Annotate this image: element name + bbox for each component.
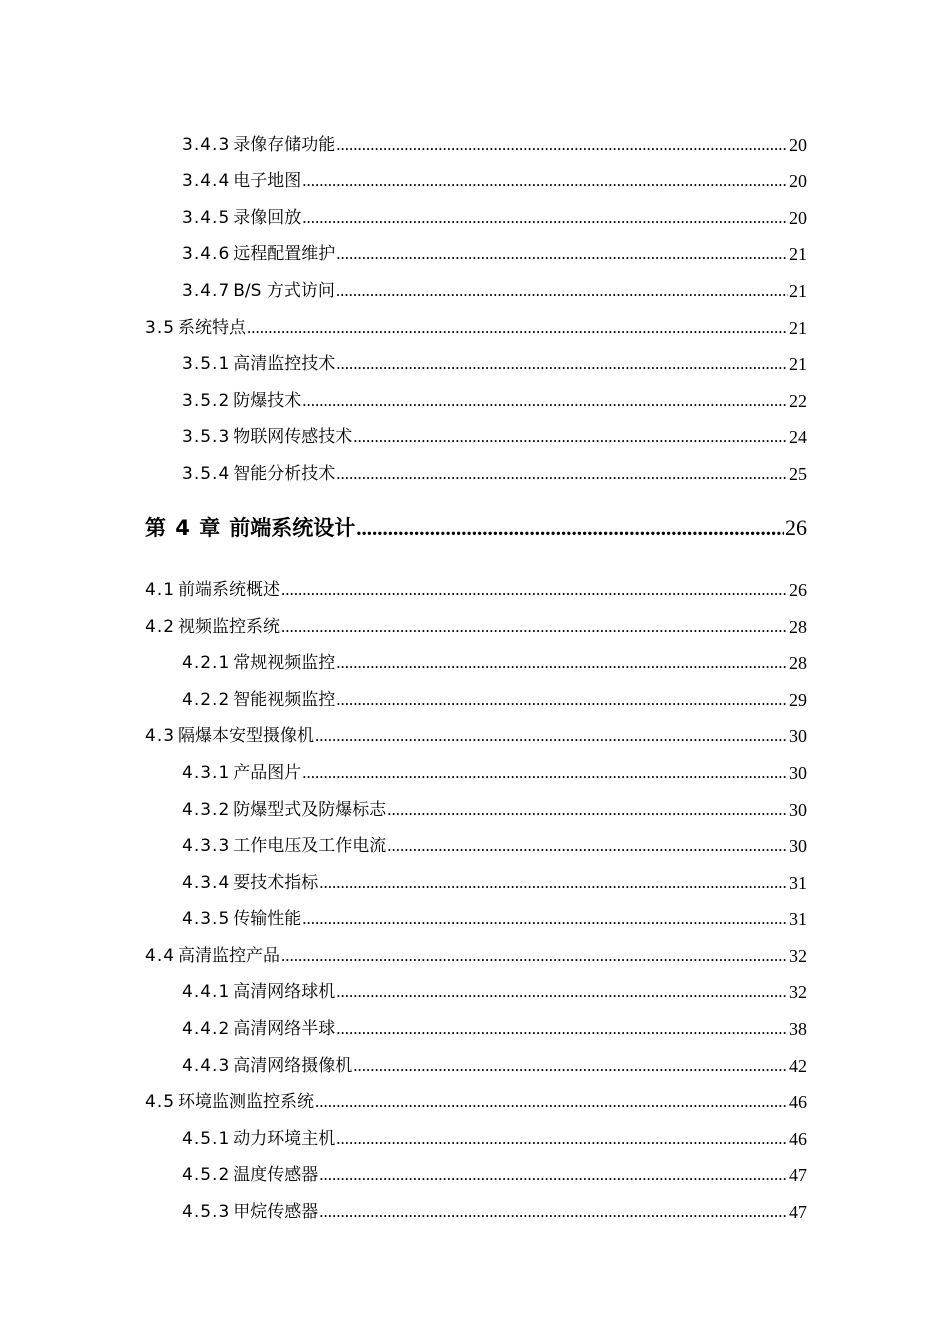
toc-entry-number: 4.2.1 [182,653,231,674]
toc-entry-number: 3.4.3 [182,134,231,155]
toc-entry-page-number: 30 [789,762,807,783]
toc-entry-title: B/S 方式访问 [233,280,335,301]
toc-entry-number: 3.4.7 [182,280,231,301]
dot-leader [356,518,784,538]
toc-entry-number: 4.3.1 [182,762,231,783]
toc-entry[interactable] [145,746,807,783]
toc-entry[interactable] [145,1076,807,1113]
dot-leader [281,617,788,637]
toc-entry-title: 物联网传感技术 [233,427,353,448]
toc-entry-page-number: 22 [789,390,807,411]
dot-leader [319,1165,788,1185]
toc-entry-title: 高清监控产品 [178,945,281,966]
toc-entry-number: 4.3.5 [182,909,231,930]
toc-entry-page-number: 26 [789,579,807,600]
toc-entry-page-number: 30 [789,726,807,747]
toc-entry-title: 智能视频监控 [233,689,336,710]
toc-entry-number: 4.3.4 [182,872,231,893]
dot-leader [302,909,788,929]
toc-entry-page-number: 30 [789,799,807,820]
dot-leader [336,281,788,301]
toc-entry-number: 3.5.4 [182,463,231,484]
toc-entry[interactable] [145,1002,807,1039]
dot-leader [336,653,788,673]
dot-leader [336,464,788,484]
toc-entry-page-number: 28 [789,653,807,674]
toc-entry-number: 第 4 章 [145,515,222,540]
toc-entry-title: 工作电压及工作电流 [233,836,387,857]
toc-entry-title: 高清监控技术 [233,354,336,375]
toc-entry-page-number: 47 [789,1165,807,1186]
dot-leader [281,580,788,600]
toc-entry-title: 高清网络球机 [233,982,336,1003]
toc-entry-page-number: 21 [789,317,807,338]
toc-entry-page-number: 24 [789,427,807,448]
dot-leader [353,1056,788,1076]
dot-leader [302,208,788,228]
dot-leader [336,982,788,1002]
dot-leader [302,171,788,191]
toc-entry-title: 视频监控系统 [178,616,281,637]
toc-entry-page-number: 20 [789,171,807,192]
toc-entry-title: 录像存储功能 [233,134,336,155]
toc-entry-title: 要技术指标 [233,872,319,893]
toc-entry[interactable] [145,820,807,857]
dot-leader [281,946,788,966]
dot-leader [319,1202,788,1222]
dot-leader [336,1129,788,1149]
dot-leader [336,690,788,710]
toc-entry-number: 3.5.2 [182,390,231,411]
toc-entry[interactable] [145,155,807,192]
toc-entry-title: 前端系统概述 [178,579,281,600]
toc-entry-title: 产品图片 [233,762,302,783]
toc-entry[interactable] [145,118,807,155]
toc-entry[interactable] [145,856,807,893]
toc-entry-number: 3.5.1 [182,354,231,375]
toc-entry-title: 高清网络半球 [233,1019,336,1040]
dot-leader [302,763,788,783]
toc-entry-number: 4.5.1 [182,1128,231,1149]
toc-entry-number: 3.5.3 [182,427,231,448]
toc-entry-title: 传输性能 [233,909,302,930]
toc-entry[interactable] [145,966,807,1003]
dot-leader [319,873,788,893]
toc-entry-number: 4.5 [145,1092,176,1113]
toc-entry[interactable] [145,600,807,637]
toc-entry[interactable] [145,552,807,600]
toc-entry-page-number: 46 [789,1128,807,1149]
toc-entry[interactable] [145,929,807,966]
toc-entry-page-number: 28 [789,616,807,637]
toc-entry-title: 环境监测监控系统 [178,1092,315,1113]
toc-entry-number: 4.2.2 [182,689,231,710]
toc-entry-title: 防爆型式及防爆标志 [233,799,387,820]
toc-entry[interactable] [145,301,807,338]
toc-entry[interactable] [145,637,807,674]
toc-entry-number: 4.4.3 [182,1055,231,1076]
toc-entry-page-number: 20 [789,207,807,228]
dot-leader [315,1092,788,1112]
dot-leader [353,427,788,447]
toc-entry-page-number: 29 [789,689,807,710]
toc-entry[interactable] [145,1149,807,1186]
toc-entry[interactable] [145,191,807,228]
toc-entry-number: 3.4.5 [182,207,231,228]
toc-entry[interactable] [145,411,807,448]
toc-entry-number: 4.3.2 [182,799,231,820]
toc-entry-title: 防爆技术 [233,390,302,411]
toc-entry-title: 动力环境主机 [233,1128,336,1149]
toc-entry-title: 电子地图 [233,171,302,192]
toc-entry-page-number: 32 [789,982,807,1003]
toc-entry[interactable] [145,447,807,484]
dot-leader [336,1019,788,1039]
toc-entry-page-number: 26 [785,514,807,540]
dot-leader [336,244,788,264]
toc-entry[interactable] [145,1039,807,1076]
toc-entry-page-number: 42 [789,1055,807,1076]
toc-entry-number: 4.3 [145,726,176,747]
toc-entry-title: 隔爆本安型摄像机 [178,726,315,747]
toc-chapter-entry[interactable] [145,484,807,552]
toc-entry[interactable] [145,893,807,930]
toc-entry-page-number: 31 [789,872,807,893]
toc-entry-title: 高清网络摄像机 [233,1055,353,1076]
toc-entry[interactable] [145,673,807,710]
toc-entry[interactable] [145,710,807,747]
toc-entry-number: 4.5.2 [182,1165,231,1186]
toc-entry[interactable] [145,783,807,820]
toc-entry-page-number: 46 [789,1092,807,1113]
toc-entry-number: 3.5 [145,317,176,338]
dot-leader [315,726,788,746]
toc-entry-title: 系统特点 [178,317,247,338]
toc-entry-number: 4.5.3 [182,1202,231,1223]
toc-entry-page-number: 25 [789,463,807,484]
toc-entry-title: 远程配置维护 [233,244,336,265]
toc-entry-title: 甲烷传感器 [233,1202,319,1223]
dot-leader [387,800,788,820]
toc-entry-title: 录像回放 [233,207,302,228]
dot-leader [336,354,788,374]
toc-entry-page-number: 20 [789,134,807,155]
toc-entry-page-number: 32 [789,945,807,966]
dot-leader [247,318,788,338]
toc-entry-number: 3.4.4 [182,171,231,192]
toc-entry-title: 智能分析技术 [233,463,336,484]
toc-entry[interactable] [145,1185,807,1222]
toc-entry-number: 3.4.6 [182,244,231,265]
toc-entry-number: 4.4 [145,945,176,966]
toc-entry-number: 4.2 [145,616,176,637]
toc-entry-page-number: 31 [789,909,807,930]
toc-entry-title: 温度传感器 [233,1165,319,1186]
toc-entry-page-number: 47 [789,1202,807,1223]
toc-entry-page-number: 30 [789,836,807,857]
toc-entry-page-number: 38 [789,1019,807,1040]
toc-entry-title: 前端系统设计 [229,515,356,540]
toc-entry[interactable] [145,374,807,411]
dot-leader [302,391,788,411]
toc-entry[interactable] [145,228,807,265]
dot-leader [336,135,788,155]
table-of-contents [145,118,807,1222]
toc-entry-number: 4.3.3 [182,836,231,857]
toc-entry[interactable] [145,338,807,375]
toc-entry-number: 4.4.1 [182,982,231,1003]
toc-entry-number: 4.1 [145,579,176,600]
toc-entry[interactable] [145,1112,807,1149]
toc-entry-page-number: 21 [789,244,807,265]
toc-entry-page-number: 21 [789,280,807,301]
toc-entry-title: 常规视频监控 [233,653,336,674]
toc-entry-page-number: 21 [789,354,807,375]
toc-entry[interactable] [145,264,807,301]
toc-entry-number: 4.4.2 [182,1019,231,1040]
dot-leader [387,836,788,856]
